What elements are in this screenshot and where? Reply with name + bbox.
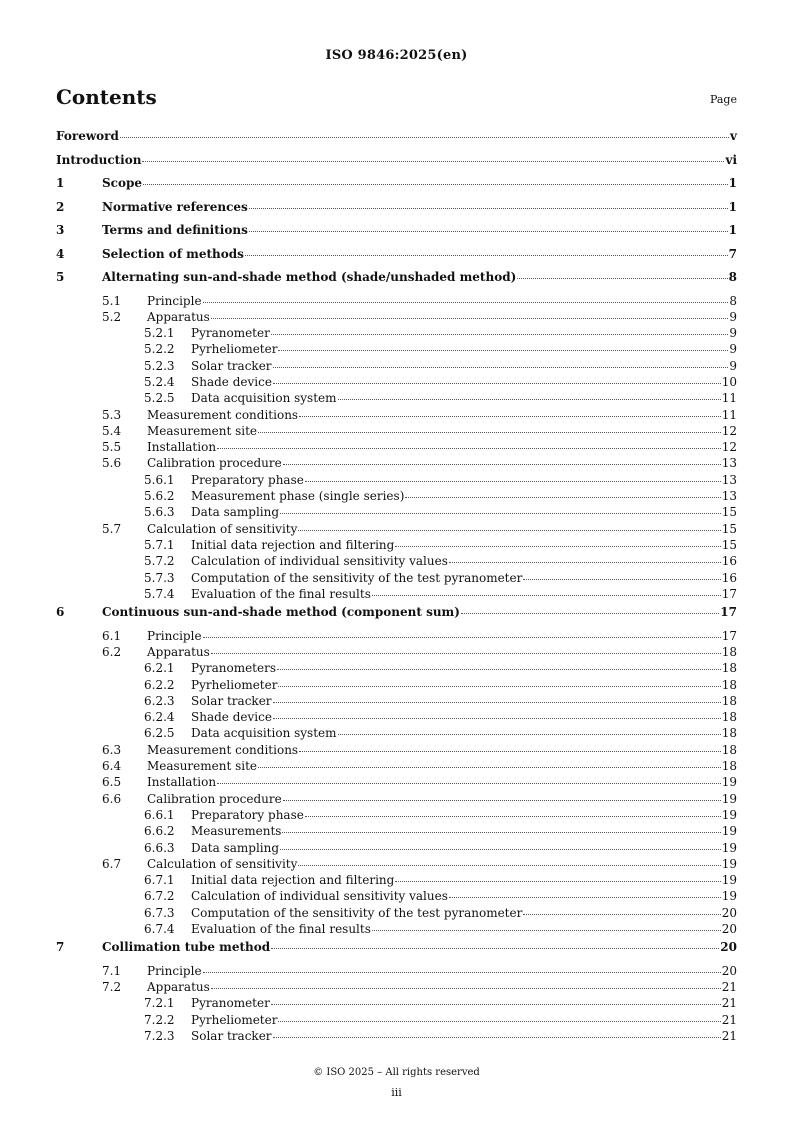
dot-leader	[449, 896, 721, 898]
toc-entry-page: 13	[721, 456, 737, 471]
toc-entry[interactable]	[56, 629, 737, 645]
toc-entry-number: 6.7.4	[144, 921, 175, 936]
toc-entry[interactable]	[56, 571, 737, 587]
toc-entry-number: 6.7.1	[144, 873, 175, 888]
toc-entry-number: 7.2.3	[144, 1028, 175, 1043]
toc-entry[interactable]	[56, 270, 737, 294]
toc-entry[interactable]	[56, 587, 737, 603]
toc-entry-page: 7	[728, 246, 737, 261]
toc-entry-number: 5.2.5	[144, 391, 175, 406]
toc-entry-page: 19	[721, 791, 737, 806]
page-title: Contents	[56, 85, 157, 109]
toc-entry-page: 18	[721, 644, 737, 659]
toc-entry-title: Principle	[147, 293, 202, 308]
toc-entry[interactable]	[56, 440, 737, 456]
dot-leader	[282, 831, 720, 833]
toc-entry-title: Computation of the sensitivity of the test pyranometer	[191, 905, 523, 920]
toc-entry[interactable]	[56, 808, 737, 824]
toc-entry-page: 19	[721, 840, 737, 855]
toc-entry-number: 5.6.1	[144, 472, 175, 487]
toc-entry-number: 6.4	[102, 759, 122, 774]
toc-entry-number: 6.2	[102, 644, 122, 659]
toc-entry-page: 19	[721, 889, 737, 904]
dot-leader	[299, 415, 721, 417]
toc-entry-page: 16	[721, 570, 737, 585]
toc-entry-number: 2	[56, 199, 65, 214]
toc-entry[interactable]	[56, 841, 737, 857]
toc-entry[interactable]	[56, 824, 737, 840]
toc-entry-number: 6.7.3	[144, 905, 175, 920]
toc-entry[interactable]	[56, 873, 737, 889]
toc-entry[interactable]	[56, 857, 737, 873]
toc-entry[interactable]	[56, 645, 737, 661]
toc-entry-page: 9	[729, 309, 737, 324]
toc-entry-page: 15	[721, 505, 737, 520]
toc-entry-title: Apparatus	[147, 309, 210, 324]
toc-entry[interactable]	[56, 310, 737, 326]
toc-entry[interactable]	[56, 775, 737, 791]
dot-leader	[517, 277, 727, 279]
toc-entry-title: Evaluation of the final results	[191, 586, 371, 601]
dot-leader	[405, 496, 720, 498]
dot-leader	[245, 254, 728, 256]
dot-leader	[217, 447, 721, 449]
toc-entry-number: 6.7	[102, 856, 122, 871]
toc-entry-page: 8	[728, 270, 737, 284]
toc-entry-title: Measurement conditions	[147, 407, 299, 422]
toc-entry[interactable]	[56, 996, 737, 1012]
toc-entry-page: 18	[721, 693, 737, 708]
toc-entry[interactable]	[56, 743, 737, 759]
toc-entry-page: 1	[728, 199, 737, 214]
dot-leader	[283, 463, 721, 465]
toc-entry[interactable]	[56, 726, 737, 742]
page-number: iii	[391, 1086, 402, 1099]
toc-entry[interactable]	[56, 940, 737, 964]
toc-entry-number: 6.5	[102, 775, 122, 790]
toc-entry-page: 18	[721, 742, 737, 757]
toc-entry-page: 18	[721, 677, 737, 692]
toc-entry-title: Data acquisition system	[191, 391, 337, 406]
toc-entry-title: Initial data rejection and filtering	[191, 873, 395, 888]
dot-leader	[338, 733, 721, 735]
dot-leader	[211, 987, 721, 989]
toc-entry-title: Preparatory phase	[191, 807, 304, 822]
dot-leader	[249, 207, 728, 209]
dot-leader	[271, 1003, 721, 1005]
toc-entry-title: Installation	[147, 440, 217, 455]
dot-leader	[449, 561, 721, 563]
toc-entry-number: 6.2.2	[144, 677, 175, 692]
toc-entry[interactable]	[56, 538, 737, 554]
dot-leader	[280, 512, 721, 514]
toc-entry-title: Measurement phase (single series)	[191, 489, 405, 504]
toc-entry-title: Calculation of sensitivity	[147, 856, 298, 871]
toc-entry-page: 9	[729, 326, 737, 341]
dot-leader	[249, 230, 728, 232]
toc-entry[interactable]	[56, 678, 737, 694]
toc-entry[interactable]	[56, 294, 737, 310]
toc-entry-number: 6.6.1	[144, 807, 175, 822]
toc-entry-number: 7.2	[102, 980, 122, 995]
dot-leader	[278, 349, 728, 351]
dot-leader	[273, 701, 721, 703]
toc-entry-page: 15	[721, 521, 737, 536]
toc-entry-page: 13	[721, 489, 737, 504]
dot-leader	[273, 717, 721, 719]
toc-entry-page: 21	[721, 980, 737, 995]
toc-entry-page: 1	[728, 176, 737, 190]
toc-entry-number: 5.7	[102, 521, 122, 536]
toc-entry-number: 5.7.4	[144, 586, 175, 601]
dot-leader	[278, 685, 720, 687]
dot-leader	[211, 652, 721, 654]
toc-entry-page: 20	[720, 940, 737, 955]
toc-entry-title: Principle	[147, 628, 202, 643]
toc-entry-page: 21	[721, 1028, 737, 1043]
dot-leader	[217, 782, 721, 784]
toc-entry[interactable]	[56, 980, 737, 996]
toc-entry-page: 18	[721, 759, 737, 774]
toc-entry-title: Normative references	[102, 199, 248, 214]
toc-entry-title: Terms and definitions	[102, 223, 248, 237]
toc-entry-title: Shade device	[191, 374, 272, 389]
toc-entry-number: 5.5	[102, 440, 122, 455]
toc-entry-title: Measurement conditions	[147, 742, 299, 757]
toc-entry[interactable]	[56, 424, 737, 440]
table-of-contents	[56, 129, 737, 1045]
dot-leader	[523, 913, 720, 915]
toc-entry-page: 11	[721, 407, 737, 422]
toc-entry[interactable]	[56, 906, 737, 922]
toc-entry-title: Alternating sun-and-shade method (shade/unshaded method)	[102, 270, 517, 284]
toc-entry-page: vi	[725, 152, 737, 167]
dot-leader	[395, 545, 720, 547]
toc-entry[interactable]	[56, 359, 737, 375]
toc-entry-title: Introduction	[56, 152, 142, 167]
toc-entry[interactable]	[56, 759, 737, 775]
toc-entry-page: 10	[721, 374, 737, 389]
toc-entry-page: 20	[721, 921, 737, 936]
toc-entry[interactable]	[56, 473, 737, 489]
toc-entry-number: 5.2.3	[144, 358, 175, 373]
toc-entry[interactable]	[56, 605, 737, 629]
toc-entry-number: 6.2.1	[144, 661, 175, 676]
toc-entry[interactable]	[56, 661, 737, 677]
dot-leader	[273, 382, 721, 384]
toc-entry-number: 7	[56, 940, 65, 955]
toc-entry-number: 5.6.2	[144, 489, 175, 504]
toc-entry[interactable]	[56, 391, 737, 407]
dot-leader	[278, 1020, 720, 1022]
toc-entry-number: 7.2.1	[144, 996, 175, 1011]
toc-entry[interactable]	[56, 964, 737, 980]
toc-entry[interactable]	[56, 694, 737, 710]
toc-entry[interactable]	[56, 247, 737, 271]
toc-entry-number: 6	[56, 605, 65, 620]
toc-entry-title: Data sampling	[191, 505, 280, 520]
toc-entry-title: Calculation of sensitivity	[147, 521, 298, 536]
dot-leader	[372, 929, 721, 931]
copyright-footer: © ISO 2025 – All rights reserved	[313, 1067, 480, 1078]
toc-entry-page: 18	[721, 661, 737, 676]
toc-entry-page: 19	[721, 824, 737, 839]
toc-entry[interactable]	[56, 456, 737, 472]
dot-leader	[523, 578, 720, 580]
toc-entry[interactable]	[56, 1013, 737, 1029]
toc-entry[interactable]	[56, 505, 737, 521]
toc-entry-title: Data acquisition system	[191, 726, 337, 741]
toc-entry-page: 18	[721, 726, 737, 741]
toc-entry[interactable]	[56, 489, 737, 505]
toc-entry-page: 17	[721, 586, 737, 601]
toc-entry[interactable]	[56, 1029, 737, 1045]
toc-entry[interactable]	[56, 129, 737, 153]
toc-entry-title: Solar tracker	[191, 358, 272, 373]
toc-entry-number: 6.1	[102, 628, 122, 643]
toc-entry-title: Foreword	[56, 129, 119, 143]
toc-entry-title: Pyrheliometer	[191, 342, 278, 357]
toc-entry[interactable]	[56, 792, 737, 808]
toc-entry-number: 5	[56, 270, 65, 284]
toc-entry-page: 13	[721, 472, 737, 487]
toc-entry-number: 5.6	[102, 456, 122, 471]
dot-leader	[395, 880, 720, 882]
toc-entry-title: Data sampling	[191, 840, 280, 855]
toc-entry-title: Computation of the sensitivity of the test pyranometer	[191, 570, 523, 585]
dot-leader	[120, 136, 729, 138]
toc-entry-page: 21	[721, 996, 737, 1011]
toc-entry-title: Initial data rejection and filtering	[191, 537, 395, 552]
dot-leader	[258, 766, 721, 768]
toc-entry[interactable]	[56, 223, 737, 247]
toc-entry-page: 21	[721, 1012, 737, 1027]
toc-entry-title: Apparatus	[147, 644, 210, 659]
toc-entry-title: Apparatus	[147, 980, 210, 995]
toc-entry-title: Pyrheliometer	[191, 677, 278, 692]
toc-entry-title: Collimation tube method	[102, 940, 271, 955]
toc-entry[interactable]	[56, 326, 737, 342]
toc-entry-number: 6.6	[102, 791, 122, 806]
toc-entry-title: Calculation of individual sensitivity values	[191, 554, 448, 569]
toc-entry-title: Pyranometer	[191, 996, 270, 1011]
toc-entry-title: Shade device	[191, 710, 272, 725]
toc-entry-page: 19	[721, 807, 737, 822]
toc-entry-page: 19	[721, 873, 737, 888]
toc-entry-page: 18	[721, 710, 737, 725]
toc-entry-number: 5.2.4	[144, 374, 175, 389]
toc-entry-number: 6.6.3	[144, 840, 175, 855]
toc-entry-number: 6.2.3	[144, 693, 175, 708]
toc-entry-title: Evaluation of the final results	[191, 921, 371, 936]
toc-entry-number: 3	[56, 223, 65, 237]
toc-entry[interactable]	[56, 889, 737, 905]
toc-entry-number: 5.2.2	[144, 342, 175, 357]
toc-entry-number: 5.7.3	[144, 570, 175, 585]
toc-entry-number: 5.1	[102, 293, 122, 308]
dot-leader	[298, 864, 720, 866]
dot-leader	[372, 594, 721, 596]
toc-entry[interactable]	[56, 554, 737, 570]
toc-entry-number: 5.3	[102, 407, 122, 422]
dot-leader	[298, 529, 720, 531]
toc-entry-number: 5.2.1	[144, 326, 175, 341]
toc-entry-title: Calculation of individual sensitivity values	[191, 889, 448, 904]
toc-entry-page: 12	[721, 423, 737, 438]
toc-entry[interactable]	[56, 922, 737, 938]
dot-leader	[283, 799, 721, 801]
toc-entry-title: Preparatory phase	[191, 472, 304, 487]
page-column-label: Page	[709, 93, 737, 106]
toc-entry-number: 5.6.3	[144, 505, 175, 520]
dot-leader	[305, 815, 721, 817]
toc-entry[interactable]	[56, 176, 737, 200]
toc-entry-page: 9	[729, 342, 737, 357]
dot-leader	[271, 333, 729, 335]
toc-entry-title: Calibration procedure	[147, 456, 282, 471]
dot-leader	[280, 848, 721, 850]
toc-entry-page: 17	[721, 628, 737, 643]
toc-entry-number: 6.2.4	[144, 710, 175, 725]
toc-entry[interactable]	[56, 375, 737, 391]
toc-entry-title: Scope	[102, 176, 143, 190]
toc-entry-number: 5.2	[102, 309, 122, 324]
toc-entry[interactable]	[56, 153, 737, 177]
toc-entry-page: 15	[721, 537, 737, 552]
toc-entry-number: 6.2.5	[144, 726, 175, 741]
toc-entry-page: 1	[728, 223, 737, 237]
dot-leader	[203, 301, 729, 303]
dot-leader	[143, 183, 728, 185]
document-header: ISO 9846:2025(en)	[325, 48, 468, 63]
dot-leader	[273, 366, 729, 368]
dot-leader	[142, 160, 724, 162]
toc-entry-page: 17	[720, 605, 737, 620]
toc-entry-title: Solar tracker	[191, 1028, 272, 1043]
toc-entry-title: Pyrheliometer	[191, 1012, 278, 1027]
dot-leader	[299, 750, 721, 752]
dot-leader	[258, 431, 721, 433]
toc-entry-title: Pyranometer	[191, 326, 270, 341]
contents-title-row	[56, 85, 737, 113]
toc-entry-title: Measurement site	[147, 423, 258, 438]
toc-entry[interactable]	[56, 200, 737, 224]
toc-entry-number: 5.4	[102, 423, 122, 438]
toc-entry-title: Measurement site	[147, 759, 258, 774]
toc-entry-title: Selection of methods	[102, 246, 244, 261]
dot-leader	[203, 971, 721, 973]
toc-entry-title: Calibration procedure	[147, 791, 282, 806]
toc-entry[interactable]	[56, 342, 737, 358]
toc-entry-page: 19	[721, 775, 737, 790]
toc-entry-page: 12	[721, 440, 737, 455]
dot-leader	[461, 612, 719, 614]
toc-entry-number: 6.6.2	[144, 824, 175, 839]
toc-entry-page: 8	[729, 293, 737, 308]
toc-entry-page: 20	[721, 963, 737, 978]
toc-entry[interactable]	[56, 408, 737, 424]
toc-entry[interactable]	[56, 710, 737, 726]
toc-entry-page: 20	[721, 905, 737, 920]
toc-entry-page: 9	[729, 358, 737, 373]
toc-entry[interactable]	[56, 522, 737, 538]
dot-leader	[271, 947, 719, 949]
dot-leader	[273, 1036, 721, 1038]
toc-entry-title: Measurements	[191, 824, 282, 839]
toc-entry-title: Principle	[147, 963, 202, 978]
toc-entry-title: Continuous sun-and-shade method (component sum)	[102, 605, 460, 620]
dot-leader	[305, 480, 721, 482]
toc-entry-number: 1	[56, 176, 65, 190]
toc-entry-number: 7.2.2	[144, 1012, 175, 1027]
toc-entry-title: Pyranometers	[191, 661, 276, 676]
dot-leader	[211, 317, 729, 319]
dot-leader	[203, 636, 721, 638]
dot-leader	[277, 668, 721, 670]
toc-entry-number: 6.7.2	[144, 889, 175, 904]
toc-entry-title: Solar tracker	[191, 693, 272, 708]
toc-entry-page: v	[730, 129, 737, 143]
toc-entry-number: 5.7.2	[144, 554, 175, 569]
toc-entry-number: 7.1	[102, 963, 122, 978]
toc-entry-number: 5.7.1	[144, 537, 175, 552]
toc-entry-number: 4	[56, 246, 65, 261]
toc-entry-page: 19	[721, 856, 737, 871]
toc-entry-title: Installation	[147, 775, 217, 790]
dot-leader	[338, 398, 721, 400]
toc-entry-page: 11	[721, 391, 737, 406]
toc-entry-page: 16	[721, 554, 737, 569]
toc-entry-number: 6.3	[102, 742, 122, 757]
